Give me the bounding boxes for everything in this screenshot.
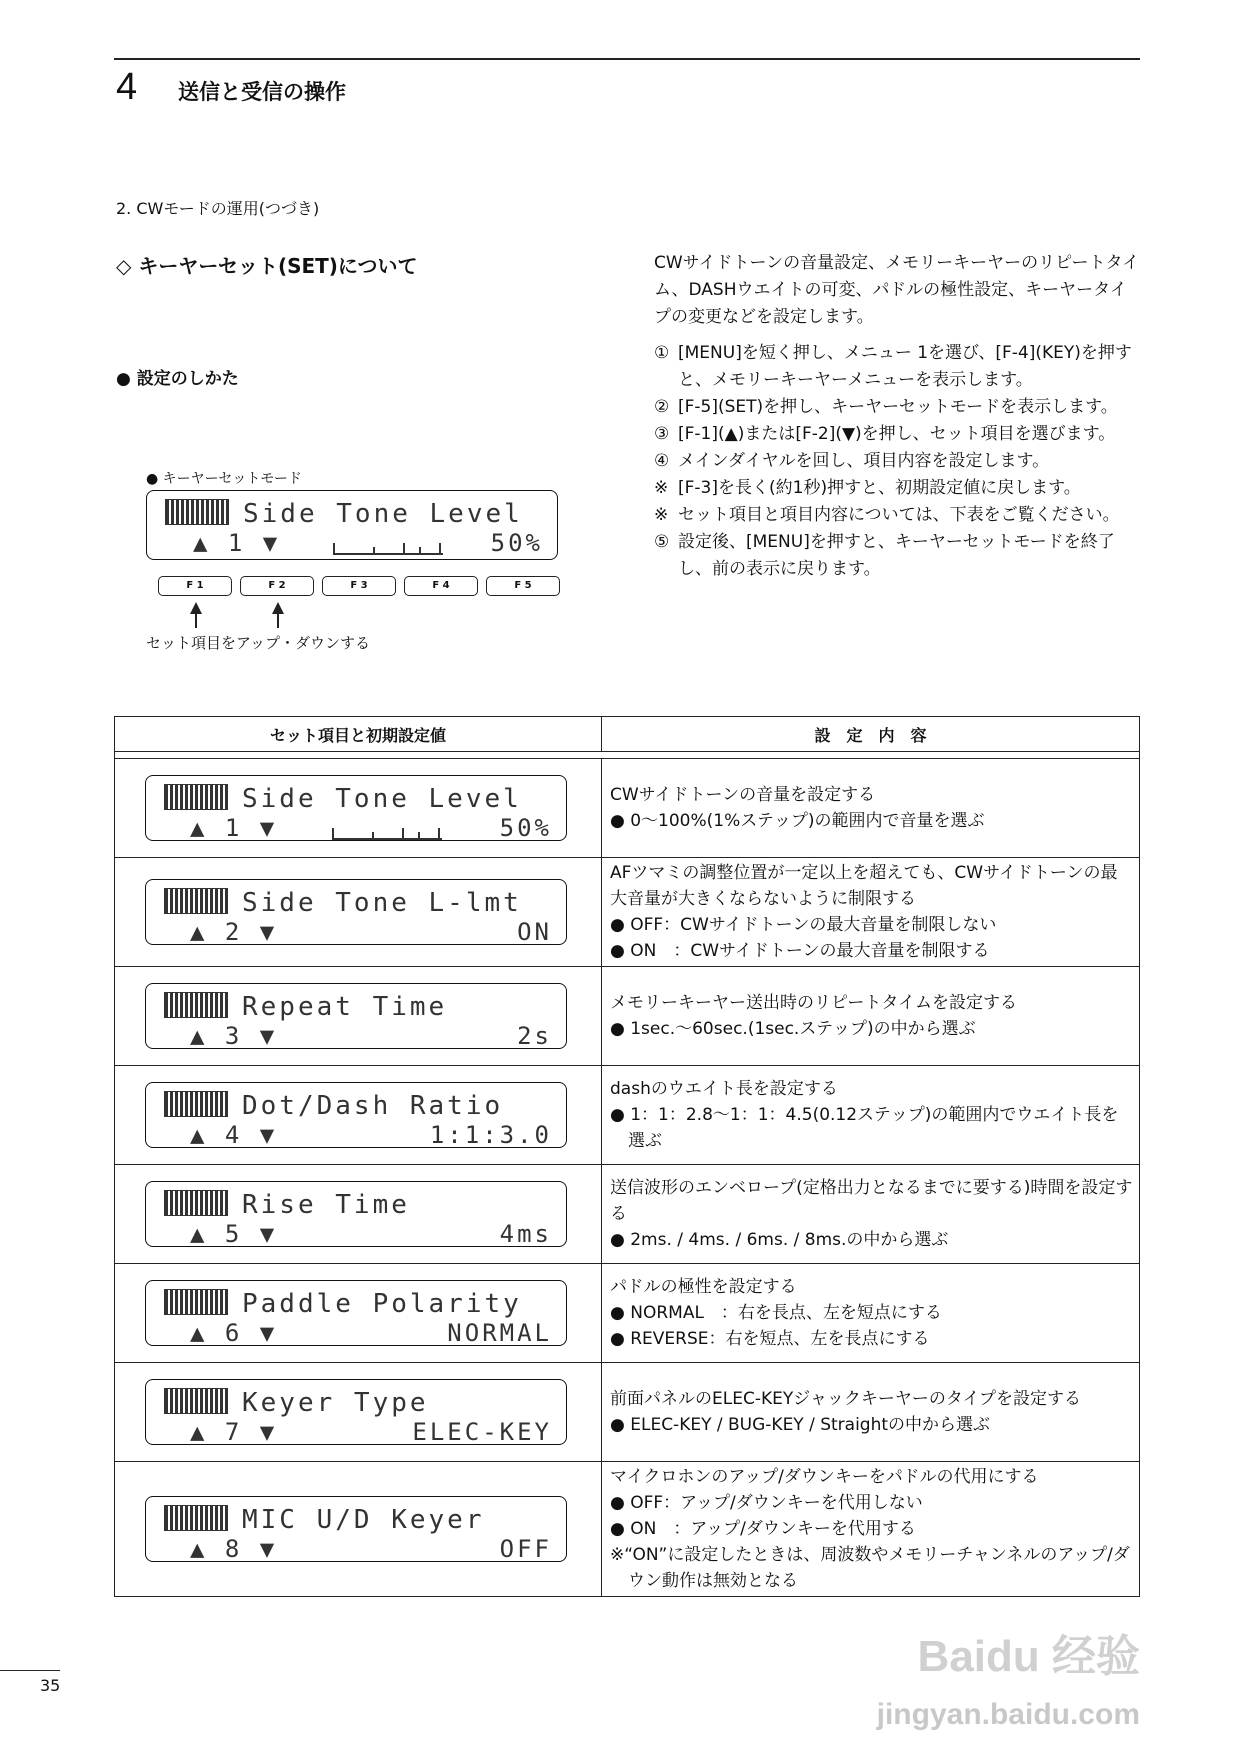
col-header-desc: 設 定 内 容 — [602, 717, 1140, 752]
setting-description — [602, 1462, 1140, 1597]
lcd-line1: Side Tone Level — [243, 499, 523, 529]
step-marker: ③ — [654, 424, 670, 444]
set-icon — [164, 1505, 228, 1531]
step-item — [654, 475, 1140, 502]
description-line: AFツマミの調整位置が一定以上を超えても、CWサイドトーンの最大音量が大きくならないように制限する — [610, 863, 1118, 909]
description-line: パドルの極性を設定する — [610, 1277, 797, 1297]
table-row — [115, 759, 1140, 858]
description-line: マイクロホンのアップ/ダウンキーをパドルの代用にする — [610, 1467, 1039, 1487]
description-line: ● OFF：アップ/ダウンキーを代用しない — [610, 1493, 923, 1513]
function-keys — [158, 576, 560, 596]
lcd-line2-val: 50% — [499, 814, 552, 842]
lcd-display — [145, 1181, 567, 1247]
lcd-display — [145, 1280, 567, 1346]
setting-description — [602, 759, 1140, 858]
diagram-label: ● キーヤーセットモード — [146, 471, 302, 487]
section-heading: ◇ キーヤーセット(SET)について — [116, 254, 418, 278]
col-header-items: セット項目と初期設定値 — [115, 717, 602, 752]
description-line: ● OFF：CWサイドトーンの最大音量を制限しない — [610, 915, 997, 935]
step-marker: ④ — [654, 451, 670, 471]
table-row — [115, 967, 1140, 1066]
description-line: ● ON ：CWサイドトーンの最大音量を制限する — [610, 941, 990, 961]
step-marker: ※ — [654, 478, 669, 498]
step-text: [MENU]を短く押し、メニュー 1を選び、[F-4](KEY)を押すと、メモリーキーヤーメニューを表示します。 — [678, 343, 1132, 390]
fkey-5-button[interactable]: F 5 — [486, 576, 560, 596]
lcd-line1: Side Tone L-lmt — [242, 888, 522, 918]
step-item — [654, 502, 1140, 529]
lcd-line2-num: ▲ 1 ▼ — [190, 814, 278, 842]
chapter-title: 送信と受信の操作 — [178, 80, 346, 104]
lcd-line1: Repeat Time — [242, 992, 448, 1022]
table-row — [115, 1363, 1140, 1462]
lcd-line2-val: 4ms — [499, 1220, 552, 1248]
page-rule — [0, 1670, 60, 1671]
lcd-line2-val: 50% — [490, 529, 543, 557]
lcd-line2-num: ▲ 8 ▼ — [190, 1535, 278, 1563]
lcd-line1: Keyer Type — [242, 1388, 429, 1418]
description-line: 送信波形のエンベロープ(定格出力となるまでに要する)時間を設定する — [610, 1178, 1133, 1224]
description-line: CWサイドトーンの音量を設定する — [610, 785, 876, 805]
step-text: 設定後、[MENU]を押すと、キーヤーセットモードを終了し、前の表示に戻ります。 — [678, 532, 1115, 579]
setting-description — [602, 858, 1140, 967]
step-item — [654, 529, 1140, 583]
step-item — [654, 340, 1140, 394]
description-line: ● 1sec.〜60sec.(1sec.ステップ)の中から選ぶ — [610, 1019, 976, 1039]
lcd-display — [145, 879, 567, 945]
set-icon — [164, 1388, 228, 1414]
lcd-display — [146, 490, 558, 560]
lcd-line1: MIC U/D Keyer — [242, 1505, 485, 1535]
step-text: セット項目と項目内容については、下表をご覧ください。 — [678, 505, 1120, 525]
description-line: ● ON ：アップ/ダウンキーを代用する — [610, 1519, 916, 1539]
lcd-line2-val: 2s — [517, 1022, 552, 1050]
how-to-heading: ● 設定のしかた — [116, 369, 239, 389]
lcd-line2-num: ▲ 7 ▼ — [190, 1418, 278, 1446]
lcd-line2-val: 1:1:3.0 — [429, 1121, 552, 1149]
table-row — [115, 1066, 1140, 1165]
lcd-display — [145, 775, 567, 841]
fkey-3-button[interactable]: F 3 — [322, 576, 396, 596]
lcd-display — [145, 983, 567, 1049]
step-text: [F-1](▲)または[F-2](▼)を押し、セット項目を選びます。 — [678, 424, 1116, 444]
step-marker: ① — [654, 343, 670, 363]
lcd-line2-val: ELEC-KEY — [412, 1418, 552, 1446]
description-line: ● NORMAL ：右を長点、左を短点にする — [610, 1303, 942, 1323]
setting-description — [602, 1165, 1140, 1264]
set-icon — [164, 992, 228, 1018]
step-marker: ⑤ — [654, 532, 670, 552]
lcd-line2-num: ▲ 2 ▼ — [190, 918, 278, 946]
level-bar-icon — [333, 539, 443, 555]
set-icon — [164, 888, 228, 914]
table-row — [115, 1264, 1140, 1363]
setting-description — [602, 1363, 1140, 1462]
watermark-logo: Baidu 经验 — [917, 1632, 1140, 1681]
step-marker: ※ — [654, 505, 669, 525]
lcd-line2-val: OFF — [499, 1535, 552, 1563]
page-number: 35 — [40, 1676, 61, 1695]
set-icon — [164, 784, 228, 810]
description-line: ● REVERSE：右を短点、左を長点にする — [610, 1329, 930, 1349]
subsection-title: 2. CWモードの運用(つづき) — [116, 199, 320, 218]
table-row — [115, 858, 1140, 967]
setting-description — [602, 967, 1140, 1066]
fkey-4-button[interactable]: F 4 — [404, 576, 478, 596]
settings-table — [114, 716, 1140, 1597]
chapter-number: 4 — [116, 66, 138, 108]
step-marker: ② — [654, 397, 670, 417]
fkey-2-button[interactable]: F 2 — [240, 576, 314, 596]
step-text: [F-5](SET)を押し、キーヤーセットモードを表示します。 — [678, 397, 1118, 417]
steps-list — [654, 340, 1140, 583]
step-text: メインダイヤルを回し、項目内容を設定します。 — [678, 451, 1050, 471]
step-item — [654, 448, 1140, 475]
lcd-line2-val: ON — [517, 918, 552, 946]
lcd-line1: Side Tone Level — [242, 784, 522, 814]
description-line: ● 0〜100%(1%ステップ)の範囲内で音量を選ぶ — [610, 811, 985, 831]
lcd-display — [145, 1496, 567, 1562]
description-line: ● 2ms. / 4ms. / 6ms. / 8ms.の中から選ぶ — [610, 1230, 949, 1250]
description-line: ● ELEC-KEY / BUG-KEY / Straightの中から選ぶ — [610, 1415, 991, 1435]
setting-description — [602, 1066, 1140, 1165]
step-text: [F-3]を長く(約1秒)押すと、初期設定値に戻します。 — [678, 478, 1081, 498]
setting-description — [602, 1264, 1140, 1363]
lcd-line2-val: NORMAL — [447, 1319, 552, 1347]
arrow-f1-icon — [195, 612, 197, 628]
lcd-line1: Rise Time — [242, 1190, 410, 1220]
top-rule — [114, 58, 1140, 60]
lcd-line2-num: ▲ 3 ▼ — [190, 1022, 278, 1050]
lcd-line2-num: ▲ 6 ▼ — [190, 1319, 278, 1347]
lcd-line1: Paddle Polarity — [242, 1289, 522, 1319]
description-line: ● 1：1：2.8〜1：1：4.5(0.12ステップ)の範囲内でウエイト長を選ぶ — [610, 1105, 1119, 1151]
lcd-line2-num: ▲ 1 ▼ — [193, 529, 281, 557]
set-icon — [164, 1091, 228, 1117]
table-row — [115, 1165, 1140, 1264]
description-line: ※“ON”に設定したときは、周波数やメモリーチャンネルのアップ/ダウン動作は無効となる — [610, 1545, 1130, 1591]
description-line: メモリーキーヤー送出時のリピートタイムを設定する — [610, 993, 1017, 1013]
intro-paragraph: CWサイドトーンの音量設定、メモリーキーヤーのリピートタイム、DASHウエイトの可変、パドルの極性設定、キーヤータイプの変更などを設定します。 — [654, 253, 1140, 327]
set-icon — [165, 499, 229, 525]
step-item — [654, 394, 1140, 421]
arrow-f2-icon — [277, 612, 279, 628]
watermark-url: jingyan.baidu.com — [876, 1698, 1140, 1731]
diagram-caption: セット項目をアップ・ダウンする — [146, 634, 370, 652]
description-line: 前面パネルのELEC-KEYジャックキーヤーのタイプを設定する — [610, 1389, 1082, 1409]
lcd-line2-num: ▲ 5 ▼ — [190, 1220, 278, 1248]
lcd-display — [145, 1082, 567, 1148]
level-bar-icon — [332, 824, 442, 840]
lcd-line1: Dot/Dash Ratio — [242, 1091, 504, 1121]
step-item — [654, 421, 1140, 448]
fkey-1-button[interactable]: F 1 — [158, 576, 232, 596]
description-line: dashのウエイト長を設定する — [610, 1079, 838, 1099]
set-icon — [164, 1289, 228, 1315]
lcd-line2-num: ▲ 4 ▼ — [190, 1121, 278, 1149]
lcd-display — [145, 1379, 567, 1445]
set-icon — [164, 1190, 228, 1216]
table-row — [115, 1462, 1140, 1597]
